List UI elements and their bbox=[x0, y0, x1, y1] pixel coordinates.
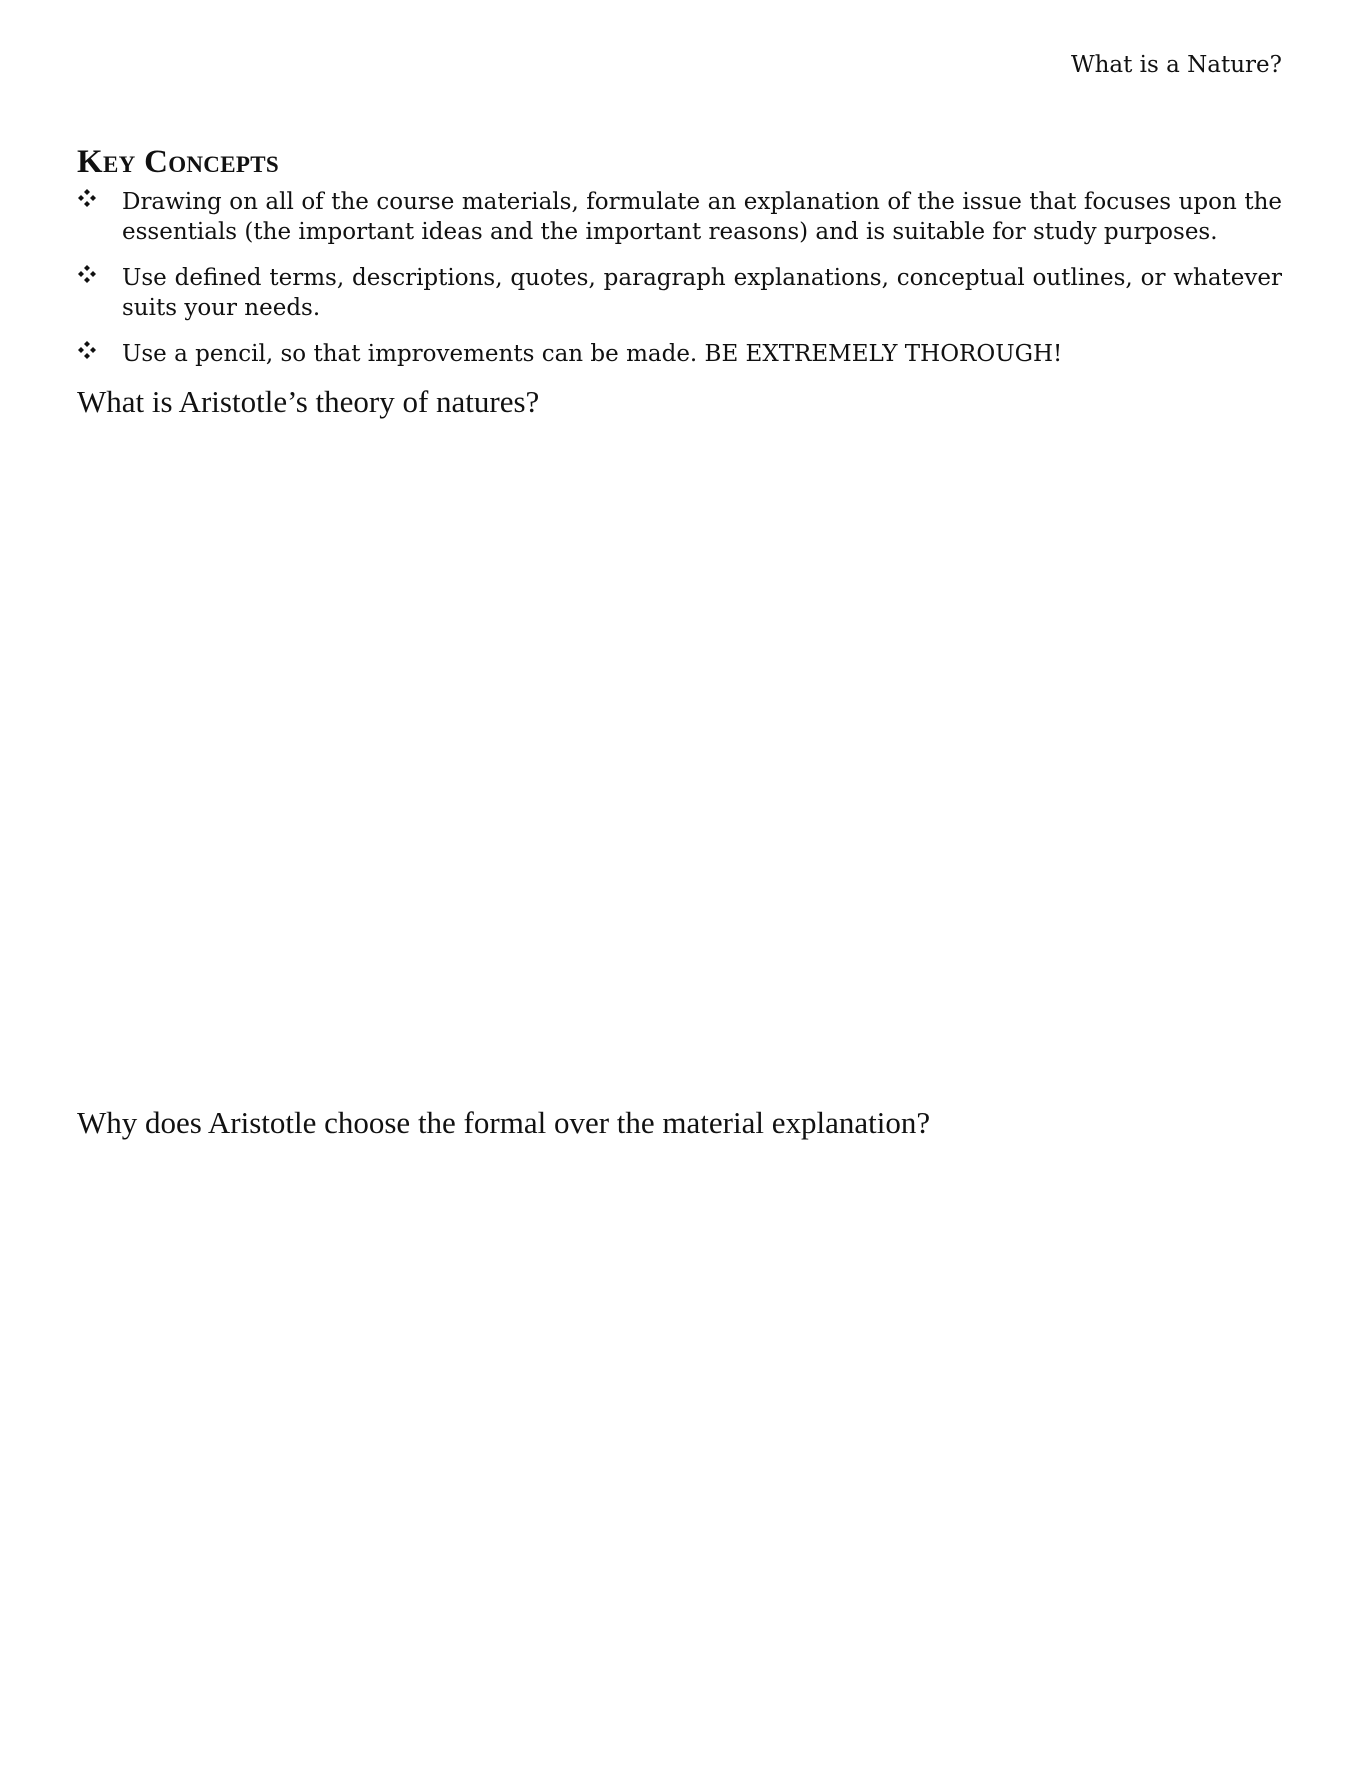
diamond-bullet-icon bbox=[77, 264, 97, 284]
instructions-list bbox=[77, 187, 1282, 369]
instruction-text: Use defined terms, descriptions, quotes, paragraph explanations, conceptual outlines, or whatever suits your needs. bbox=[122, 265, 1282, 321]
question-formal-over-material: Why does Aristotle choose the formal over the material explanation? bbox=[77, 1105, 931, 1140]
diamond-bullet-icon bbox=[77, 188, 97, 208]
diamond-bullet-icon bbox=[77, 340, 97, 360]
answer-space bbox=[77, 430, 1282, 1080]
list-item bbox=[77, 187, 1282, 247]
list-item bbox=[77, 339, 1282, 369]
instruction-text: Use a pencil, so that improvements can be made. BE EXTREMELY THOROUGH! bbox=[122, 341, 1063, 367]
section-heading-key-concepts: Key Concepts bbox=[77, 144, 279, 180]
instruction-text: Drawing on all of the course materials, formulate an explanation of the issue that focuses upon the essentials (the important ideas and the important reasons) and is suitable for study purposes. bbox=[122, 189, 1282, 245]
answer-space bbox=[77, 1150, 1282, 1750]
question-aristotle-theory-of-natures: What is Aristotle’s theory of natures? bbox=[77, 384, 540, 419]
list-item bbox=[77, 263, 1282, 323]
running-header: What is a Nature? bbox=[1070, 52, 1282, 78]
